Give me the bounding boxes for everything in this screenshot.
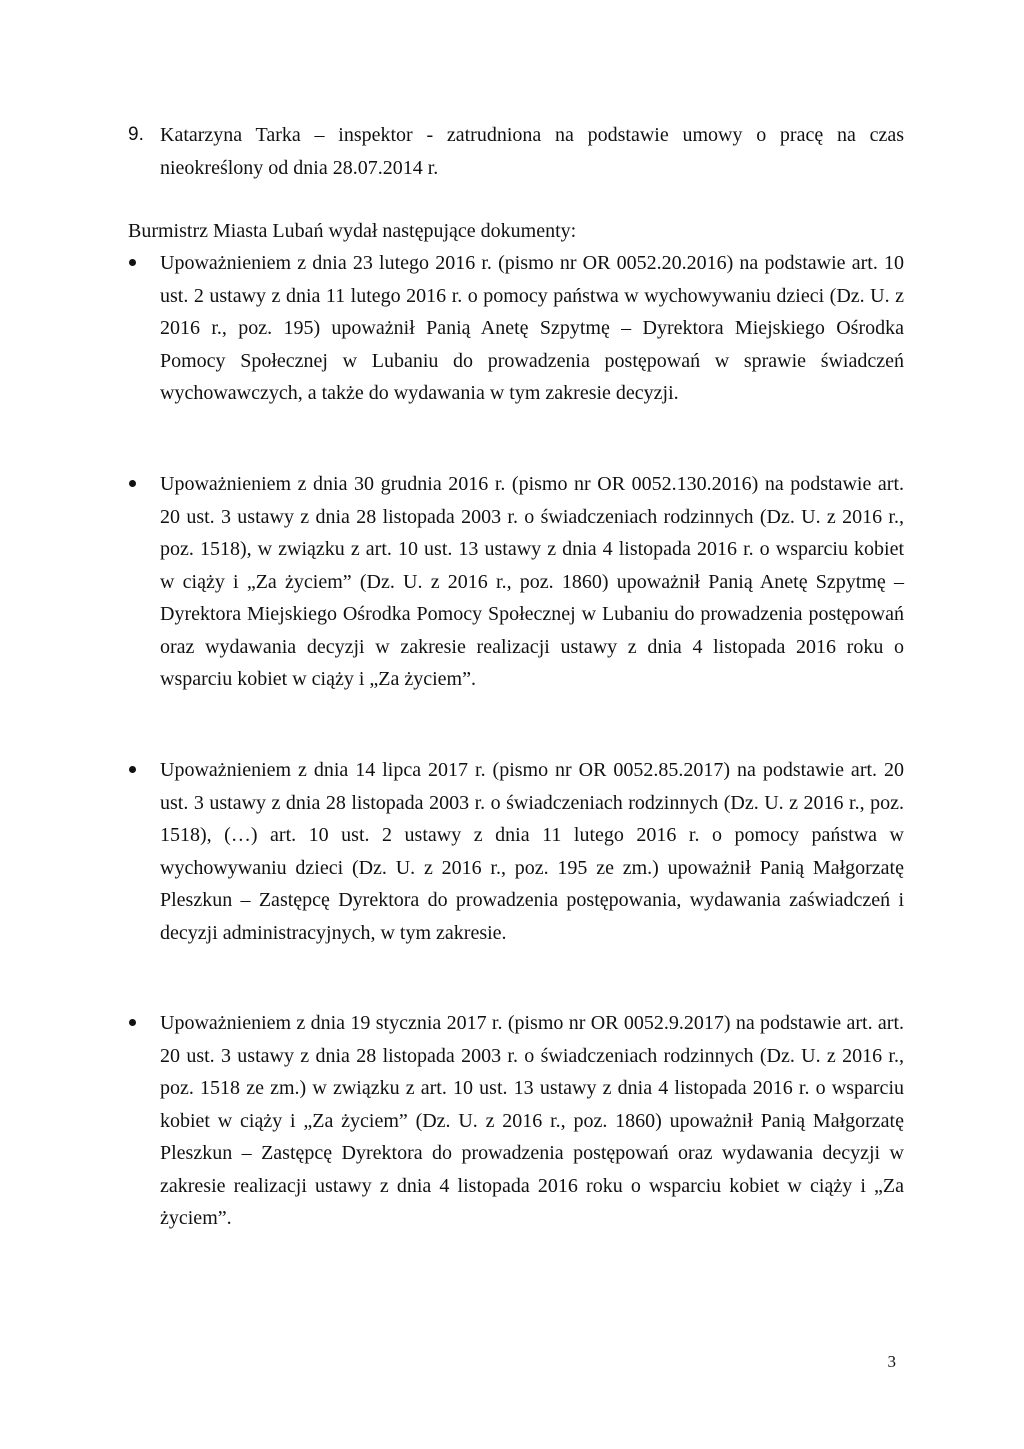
bullet-text: Upoważnieniem z dnia 14 lipca 2017 r. (pismo nr OR 0052.85.2017) na podstawie art. 20 ust. 3 ustawy z dnia 28 listopada 2003 r. o świadczeniach rodzinnych (Dz. U. z 2016 r., poz. 1518), (…) art. 10 ust. 2 ustawy z dnia 11 lutego 2016 r. o pomocy państwa w wychowywaniu dzieci (Dz. U. z 2016 r., poz. 195 ze zm.) upoważnił Panią Małgorzatę Pleszkun – Zastępcę Dyrektora do prowadzenia postępowania, wydawania zaświadczeń i decyzji administracyjnych, w tym zakresie. <box>160 759 904 944</box>
bullet-text: Upoważnieniem z dnia 30 grudnia 2016 r. (pismo nr OR 0052.130.2016) na podstawie art. 20 ust. 3 ustawy z dnia 28 listopada 2003 r. o świadczeniach rodzinnych (Dz. U. z 2016 r., poz. 1518), w związku z art. 10 ust. 13 ustawy z dnia 4 listopada 2016 r. o wsparciu kobiet w ciąży i „Za życiem” (Dz. U. z 2016 r., poz. 1860) upoważnił Panią Anetę Szpytmę – Dyrektora Miejskiego Ośrodka Pomocy Społecznej w Lubaniu do prowadzenia postępowań oraz wydawania decyzji w zakresie realizacji ustawy z dnia 4 listopada 2016 roku o wsparciu kobiet w ciąży i „Za życiem”. <box>160 473 904 690</box>
item-text: Katarzyna Tarka – inspektor - zatrudniona na podstawie umowy o pracę na czas nieokreślony od dnia 28.07.2014 r. <box>160 124 904 179</box>
bullet-icon <box>129 480 136 487</box>
intro-paragraph: Burmistrz Miasta Lubań wydał następujące dokumenty: <box>128 220 577 242</box>
bullet-text: Upoważnieniem z dnia 19 stycznia 2017 r. (pismo nr OR 0052.9.2017) na podstawie art. art. 20 ust. 3 ustawy z dnia 28 listopada 2003 r. o świadczeniach rodzinnych (Dz. U. z 2016 r., poz. 1518 ze zm.) w związku z art. 10 ust. 13 ustawy z dnia 4 listopada 2016 r. o wsparciu kobiet w ciąży i „Za życiem” (Dz. U. z 2016 r., poz. 1860) upoważnił Panią Małgorzatę Pleszkun – Zastępcę Dyrektora do prowadzenia postępowań oraz wydawania decyzji w zakresie realizacji ustawy z dnia 4 listopada 2016 roku o wsparciu kobiet w ciąży i „Za życiem”. <box>160 1012 904 1229</box>
bullet-item-3 <box>128 754 904 949</box>
bullet-text: Upoważnieniem z dnia 23 lutego 2016 r. (pismo nr OR 0052.20.2016) na podstawie art. 10 ust. 2 ustawy z dnia 11 lutego 2016 r. o pomocy państwa w wychowywaniu dzieci (Dz. U. z 2016 r., poz. 195) upoważnił Panią Anetę Szpytmę – Dyrektora Miejskiego Ośrodka Pomocy Społecznej w Lubaniu do prowadzenia postępowań w sprawie świadczeń wychowawczych, a także do wydawania w tym zakresie decyzji. <box>160 252 904 404</box>
bullet-item-1 <box>128 247 904 410</box>
item-number: 9. <box>128 124 144 145</box>
bullet-icon <box>129 1019 136 1026</box>
list-item-9 <box>128 119 904 184</box>
page-number: 3 <box>887 1352 896 1371</box>
bullet-item-4 <box>128 1007 904 1235</box>
bullet-icon <box>129 259 136 266</box>
bullet-icon <box>129 766 136 773</box>
bullet-item-2 <box>128 468 904 696</box>
